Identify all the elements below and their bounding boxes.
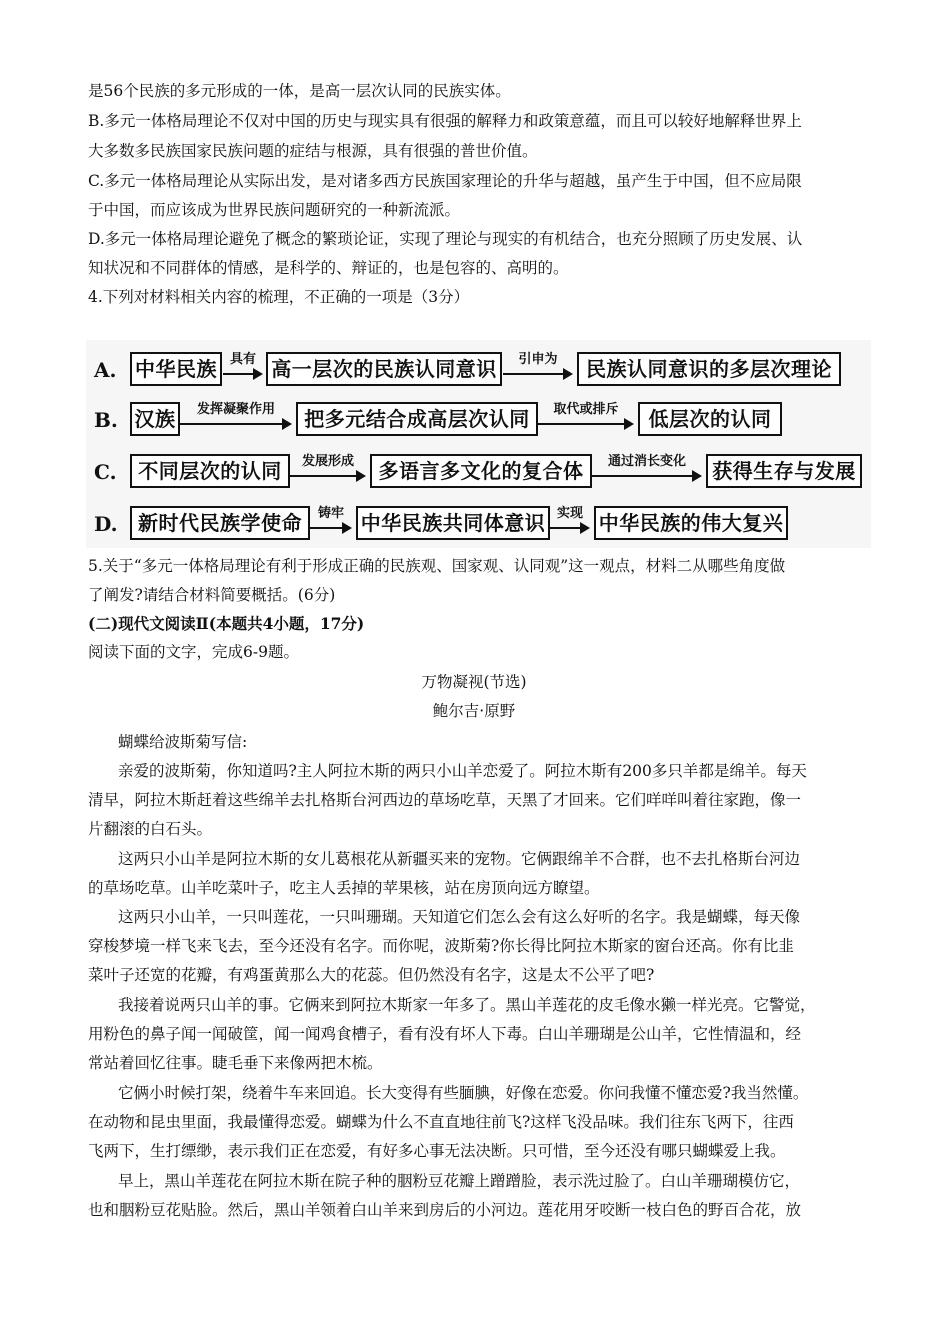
flow-arrow xyxy=(223,348,263,388)
diagram-row-a xyxy=(86,348,871,392)
arrow-shaft xyxy=(310,527,344,529)
arrow-label: 通过消长变化 xyxy=(607,454,686,469)
flow-arrow xyxy=(180,398,292,438)
arrow-head-icon xyxy=(580,522,590,534)
arrow-shaft xyxy=(223,373,255,375)
passage-line: 飞两下，生打缥缈，表示我们正在恋爱，有好多心事无法决断。只可惜，至今还没有哪只蝴蝶爱上我。 xyxy=(88,1142,786,1160)
flow-arrow xyxy=(592,450,702,490)
option-c-line: C.多元一体格局理论从实际出发，是对诸多西方民族国家理论的升华与超越，虽产生于中国，但不应局限 xyxy=(88,172,802,190)
question-4: 4.下列对材料相关内容的梳理，不正确的一项是（3分） xyxy=(88,288,470,306)
passage-line: 菜叶子还宽的花瓣，有鸡蛋黄那么大的花蕊。但仍然没有名字，这是太不公平了吧? xyxy=(88,966,655,984)
arrow-head-icon xyxy=(563,368,573,380)
row-letter: C. xyxy=(94,460,117,484)
passage-line: 的草场吃草。山羊吃菜叶子，吃主人丢掉的苹果核，站在房顶向远方瞭望。 xyxy=(88,879,600,897)
arrow-label: 引申为 xyxy=(518,352,558,367)
text-line: 于中国，而应该成为世界民族问题研究的一种新流派。 xyxy=(88,201,461,219)
flow-box: 中华民族共同体意识 xyxy=(356,506,550,540)
arrow-shaft xyxy=(538,423,626,425)
passage-line: 也和胭粉豆花贴脸。然后，黑山羊领着白山羊来到房后的小河边。莲花用牙咬断一枝白色的野百合花，放 xyxy=(88,1201,802,1219)
arrow-label: 具有 xyxy=(229,352,256,367)
flow-box: 中华民族 xyxy=(130,352,222,386)
arrow-label: 铸牢 xyxy=(317,506,344,521)
arrow-shaft xyxy=(290,475,358,477)
row-letter: D. xyxy=(94,512,118,536)
flow-box: 中华民族的伟大复兴 xyxy=(594,506,788,540)
flow-arrow xyxy=(503,348,573,388)
diagram-row-d xyxy=(86,502,871,546)
passage-line: 蝴蝶给波斯菊写信: xyxy=(118,733,248,751)
text-line: 是56个民族的多元形成的一体，是高一层次认同的民族实体。 xyxy=(88,82,511,100)
option-d-line: D.多元一体格局理论避免了概念的繁琐论证，实现了理论与现实的有机结合，也充分照顾了历史发展、认 xyxy=(88,230,803,248)
flow-box: 汉族 xyxy=(130,402,180,436)
arrow-head-icon xyxy=(624,418,634,430)
passage-line: 它俩小时候打架，绕着牛车来回追。长大变得有些腼腆，好像在恋爱。你问我懂不懂恋爱?我当然懂。 xyxy=(118,1084,809,1102)
diagram-row-c xyxy=(86,450,871,494)
passage-line: 亲爱的波斯菊，你知道吗?主人阿拉木斯的两只小山羊恋爱了。阿拉木斯有200多只羊都是绵羊。每天 xyxy=(118,762,807,780)
flow-box: 民族认同意识的多层次理论 xyxy=(577,352,841,386)
arrow-label: 取代或排斥 xyxy=(553,402,619,417)
flow-diagram xyxy=(86,340,871,548)
arrow-label: 发挥凝聚作用 xyxy=(196,402,275,417)
passage-line: 这两只小山羊是阿拉木斯的女儿葛根花从新疆买来的宠物。它俩跟绵羊不合群，也不去扎格斯台河边 xyxy=(118,850,801,868)
arrow-shaft xyxy=(550,527,582,529)
flow-box: 不同层次的认同 xyxy=(130,454,290,488)
arrow-shaft xyxy=(503,373,565,375)
passage-line: 这两只小山羊，一只叫莲花，一只叫珊瑚。天知道它们怎么会有这么好听的名字。我是蝴蝶，每天像 xyxy=(118,908,801,926)
arrow-head-icon xyxy=(342,522,352,534)
passage-line: 穿梭梦境一样飞来飞去，至今还没有名字。而你呢，波斯菊?你长得比阿拉木斯家的窗台还高。你有比韭 xyxy=(88,937,794,955)
instruction-line: 阅读下面的文字，完成6-9题。 xyxy=(88,643,299,661)
arrow-head-icon xyxy=(282,418,292,430)
passage-line: 常站着回忆往事。睫毛垂下来像两把木梳。 xyxy=(88,1054,383,1072)
text-line: 知状况和不同群体的情感，是科学的、辩证的，也是包容的、高明的。 xyxy=(88,259,569,277)
option-b-line: B.多元一体格局理论不仅对中国的历史与现实具有很强的解释力和政策意蕴，而且可以较好地解释世界上 xyxy=(88,112,802,130)
passage-author: 鲍尔吉·原野 xyxy=(432,702,516,720)
passage-line: 片翻滚的白石头。 xyxy=(88,820,213,838)
passage-line: 在动物和昆虫里面，我最懂得恋爱。蝴蝶为什么不直直地往前飞?这样飞没品味。我们往东飞两下，往西 xyxy=(88,1113,794,1131)
flow-box: 把多元结合成高层次认同 xyxy=(296,402,538,436)
flow-arrow xyxy=(290,450,366,490)
arrow-label: 发展形成 xyxy=(301,454,354,469)
passage-line: 清早，阿拉木斯赶着这些绵羊去扎格斯台河西边的草场吃草，天黑了才回来。它们咩咩叫着往家跑，像一 xyxy=(88,791,802,809)
flow-box: 获得生存与发展 xyxy=(706,454,862,488)
arrow-head-icon xyxy=(692,470,702,482)
flow-box: 高一层次的民族认同意识 xyxy=(266,352,502,386)
passage-line: 早上，黑山羊莲花在阿拉木斯在院子种的胭粉豆花瓣上蹭蹭脸，表示洗过脸了。白山羊珊瑚模仿它， xyxy=(118,1172,801,1190)
arrow-head-icon xyxy=(253,368,263,380)
row-letter: B. xyxy=(94,408,118,432)
passage-line: 用粉色的鼻子闻一闻破筐，闻一闻鸡食槽子，看有没有坏人下毒。白山羊珊瑚是公山羊，它性情温和，经 xyxy=(88,1025,802,1043)
flow-arrow xyxy=(310,502,352,542)
question-5: 5.关于“多元一体格局理论有利于形成正确的民族观、国家观、认同观”这一观点，材料二从哪些角度做 xyxy=(88,557,786,575)
arrow-shaft xyxy=(180,423,284,425)
flow-box: 低层次的认同 xyxy=(638,402,782,436)
text-line: 了阐发?请结合材料简要概括。(6分) xyxy=(88,586,336,604)
flow-arrow xyxy=(550,502,590,542)
passage-line: 我接着说两只山羊的事。它俩来到阿拉木斯家一年多了。黑山羊莲花的皮毛像水獭一样光亮。它警觉， xyxy=(118,996,816,1014)
arrow-head-icon xyxy=(356,470,366,482)
passage-title: 万物凝视(节选) xyxy=(421,673,527,691)
section-heading: (二)现代文阅读Ⅱ(本题共4小题，17分) xyxy=(88,614,365,633)
flow-box: 多语言多文化的复合体 xyxy=(370,454,592,488)
diagram-row-b xyxy=(86,398,871,442)
flow-arrow xyxy=(538,398,634,438)
arrow-label: 实现 xyxy=(556,506,583,521)
text-line: 大多数多民族国家民族问题的症结与根源，具有很强的普世价值。 xyxy=(88,142,538,160)
flow-box: 新时代民族学使命 xyxy=(130,506,310,540)
arrow-shaft xyxy=(592,475,694,477)
row-letter: A. xyxy=(94,358,117,382)
